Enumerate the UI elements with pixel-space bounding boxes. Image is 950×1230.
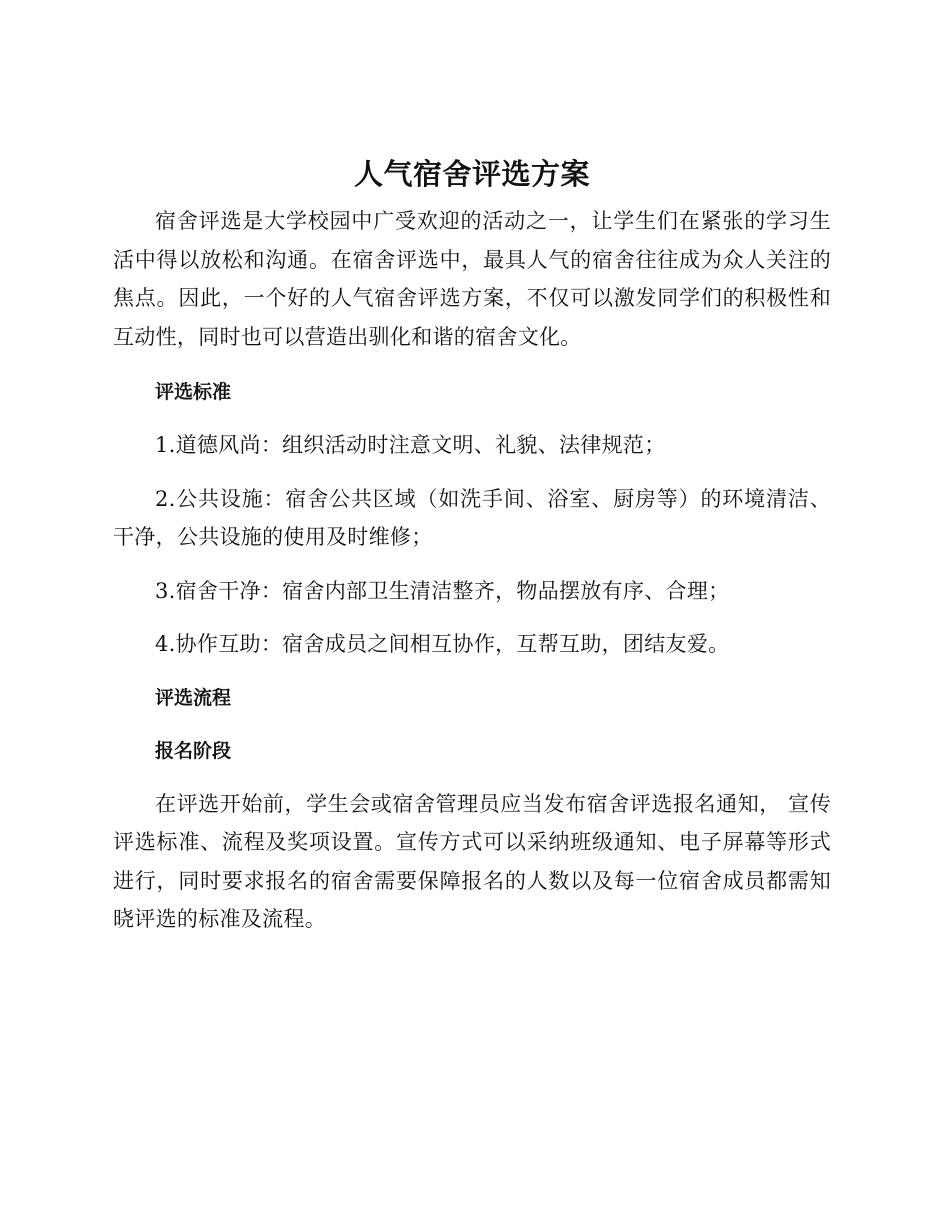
spacer	[113, 770, 831, 785]
spacer	[113, 356, 831, 373]
spacer	[113, 411, 831, 426]
spacer	[113, 664, 831, 679]
process-heading: 评选流程	[155, 686, 232, 709]
document-page	[113, 150, 831, 939]
registration-heading: 报名阶段	[155, 739, 232, 762]
intro-paragraph: 宿舍评选是大学校园中广受欢迎的活动之一，让学生们在紧张的学习生活中得以放松和沟通。在宿舍评选中，最具人气的宿舍往往成为众人关注的焦点。因此，一个好的人气宿舍评选方案，不仅可以激发同学们的积极性和互动性，同时也可以营造出驯化和谐的宿舍文化。	[113, 209, 831, 349]
criteria-item: 2.公共设施：宿舍公共区域（如洗手间、浴室、厨房等）的环境清洁、干净，公共设施的使用及时维修；	[113, 486, 831, 549]
criteria-item: 1.道德风尚：组织活动时注意文明、礼貌、法律规范；	[155, 433, 666, 457]
criteria-item: 3.宿舍干净：宿舍内部卫生清洁整齐，物品摆放有序、合理；	[155, 578, 730, 603]
spacer	[113, 717, 831, 732]
document-title: 人气宿舍评选方案	[353, 157, 590, 191]
criteria-item: 4.协作互助：宿舍成员之间相互协作，互帮互助，团结友爱。	[155, 632, 730, 656]
criteria-heading: 评选标准	[155, 381, 232, 403]
spacer	[113, 610, 831, 625]
spacer	[113, 465, 831, 480]
spacer	[113, 557, 831, 572]
registration-paragraph: 在评选开始前，学生会或宿舍管理员应当发布宿舍评选报名通知， 宣传评选标准、流程及奖项设置。宣传方式可以采纳班级通知、电子屏幕等形式进行，同时要求报名的宿舍需要保障报名的人数以及每一位宿舍成员都需知晓评选的标准及流程。	[113, 791, 831, 931]
